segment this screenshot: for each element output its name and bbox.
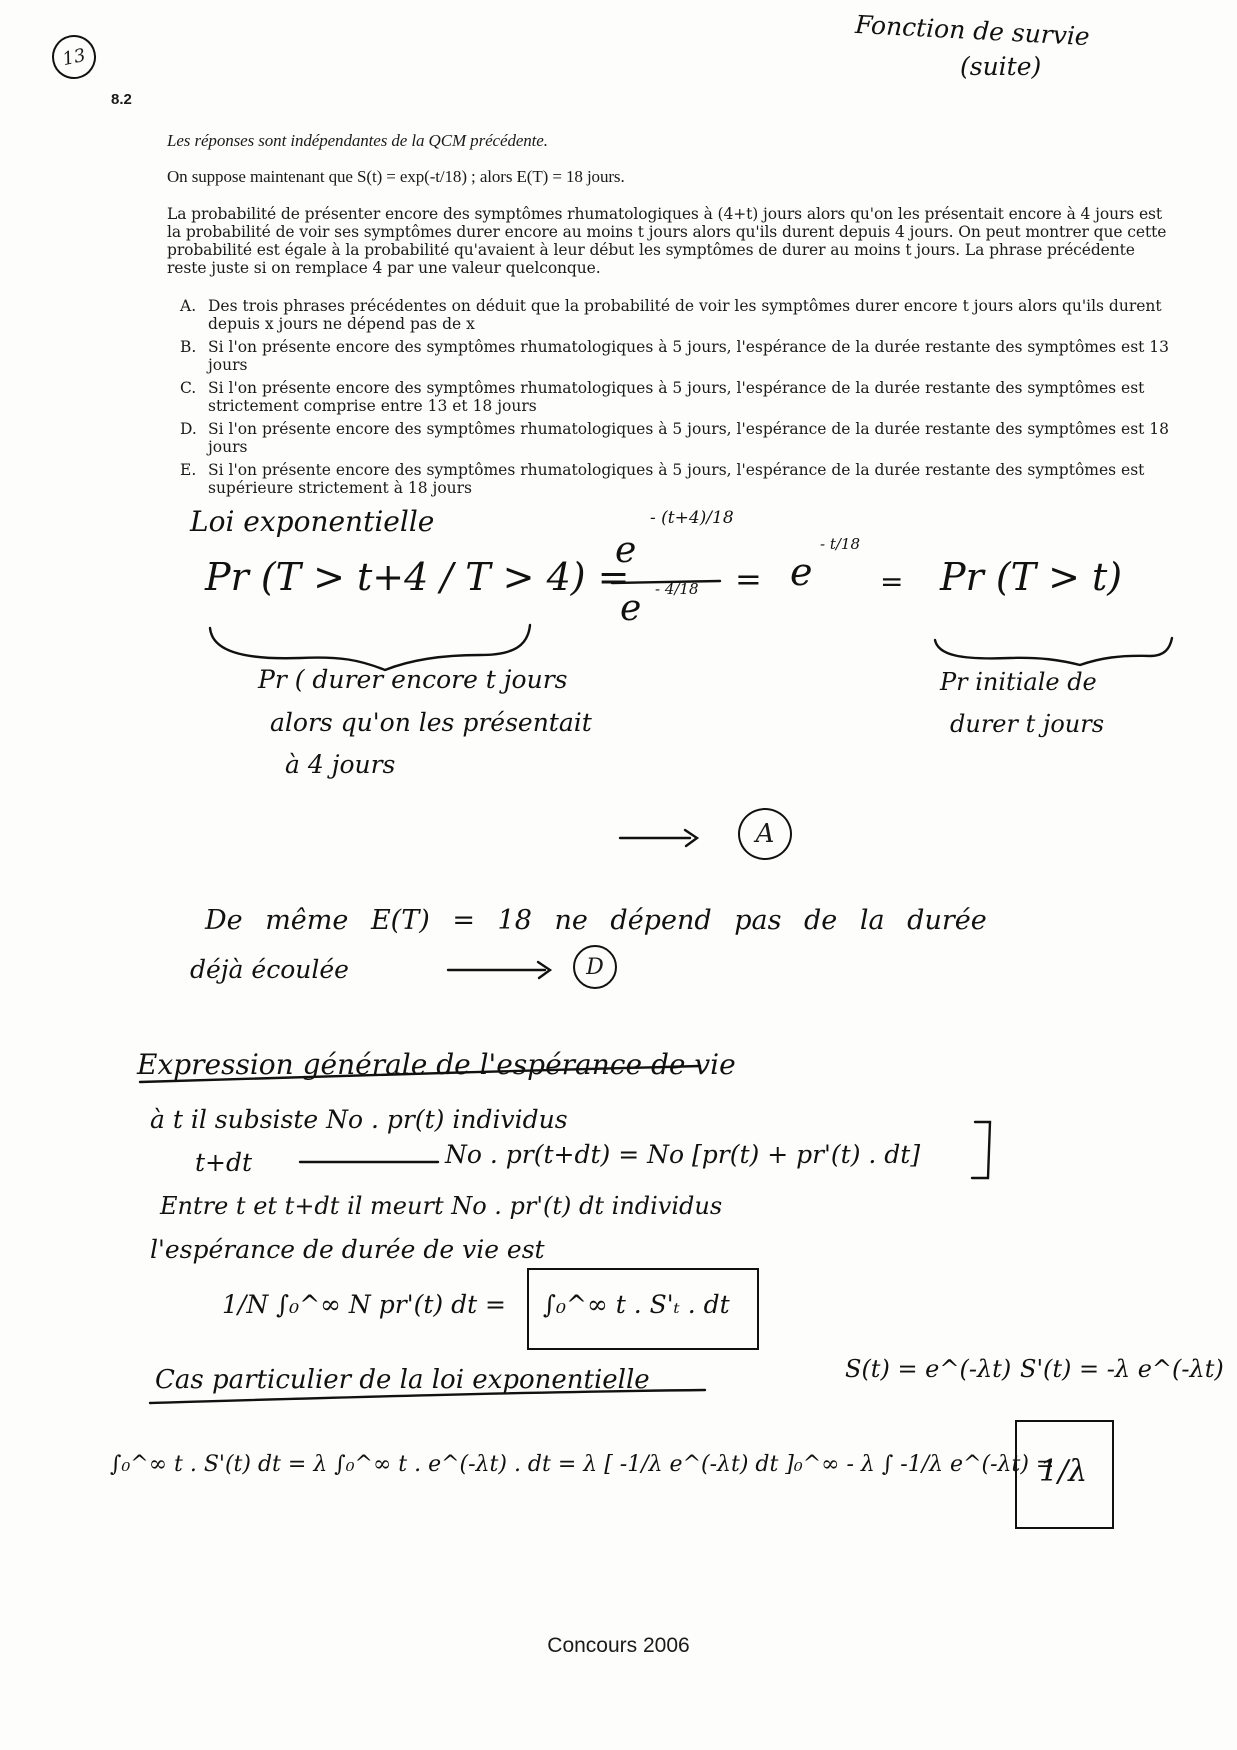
hw-cas-title: Cas particulier de la loi exponentielle bbox=[155, 1365, 650, 1395]
option-letter: C. bbox=[180, 379, 197, 397]
hw-eq-mid-exp: - t/18 bbox=[820, 535, 861, 553]
option-letter: B. bbox=[180, 338, 197, 356]
option-text: Des trois phrases précédentes on déduit que la probabilité de voir les symptômes durer encore t jours alors qu'ils durent depuis x jours ne dépend pas de x bbox=[208, 297, 1162, 333]
hw-expr-integral-lhs: 1/N ∫₀^∞ N pr'(t) dt = bbox=[222, 1290, 507, 1319]
intro-line: On suppose maintenant que S(t) = exp(-t/18) ; alors E(T) = 18 jours. bbox=[167, 167, 625, 186]
hw-expr-line3: Entre t et t+dt il meurt No . pr'(t) dt individus bbox=[160, 1192, 723, 1220]
hw-eq-rhs: Pr (T > t) bbox=[940, 555, 1123, 599]
cas-title-underline bbox=[150, 1390, 705, 1403]
option-text: Si l'on présente encore des symptômes rhumatologiques à 5 jours, l'espérance de la durée restante des symptômes est 13 jours bbox=[208, 338, 1170, 374]
hw-de-meme-1: De même E(T) = 18 ne dépend pas de la durée bbox=[205, 905, 987, 936]
hw-eq-den: e bbox=[620, 588, 642, 629]
hw-cas-sprime: S'(t) = -λ e^(-λt) bbox=[1020, 1355, 1224, 1383]
hw-brace-left-note-2: alors qu'on les présentait bbox=[270, 708, 592, 737]
expr-bracket bbox=[972, 1122, 990, 1178]
option-letter: E. bbox=[180, 461, 197, 479]
hw-brace-left-note-1: Pr ( durer encore t jours bbox=[258, 665, 568, 694]
hw-eq-equal2: = bbox=[880, 565, 904, 598]
section-number: 8.2 bbox=[111, 91, 132, 108]
hw-eq-num-exp: - (t+4)/18 bbox=[650, 508, 734, 528]
hw-eq-lhs: Pr (T > t+4 / T > 4) = bbox=[205, 555, 630, 599]
header-note-line2: (suite) bbox=[960, 52, 1042, 81]
option-text: Si l'on présente encore des symptômes rhumatologiques à 5 jours, l'espérance de la durée restante des symptômes est 18 jours bbox=[208, 420, 1170, 456]
hw-de-meme-2: déjà écoulée bbox=[190, 955, 349, 984]
option-text: Si l'on présente encore des symptômes rhumatologiques à 5 jours, l'espérance de la durée restante des symptômes est supérieure strictement à 18 jours bbox=[208, 461, 1145, 497]
expr-title-underline bbox=[140, 1066, 700, 1082]
left-brace bbox=[210, 625, 530, 670]
option-letter: A. bbox=[180, 297, 197, 315]
hw-expr-line1: à t il subsiste No . pr(t) individus bbox=[150, 1105, 568, 1134]
question-paragraph: La probabilité de présenter encore des symptômes rhumatologiques à (4+t) jours alors qu'on les présentait encore à 4 jours est la probabilité de voir ses symptômes durer encore au moins t jours alors qu'ils durent depuis 4 jours. On peut montrer que cette probabilité est égale à la probabilité qu'avaient à leur début les symptômes de durer au moins t jours. La phrase précédente reste juste si on remplace 4 par une valeur quelconque. bbox=[167, 205, 1167, 277]
hw-loi-title: Loi exponentielle bbox=[190, 505, 435, 538]
fraction-bar bbox=[612, 581, 720, 583]
hw-expr-integral-boxed: ∫₀^∞ t . S'ₜ . dt bbox=[543, 1290, 730, 1319]
page-number-text: 13 bbox=[60, 44, 88, 70]
hw-expr-title: Expression générale de l'espérance de vie bbox=[137, 1048, 736, 1081]
hw-eq-mid: e bbox=[790, 550, 813, 594]
intro-italic: Les réponses sont indépendantes de la QCM précédente. bbox=[167, 131, 548, 150]
header-note-line1: Fonction de survie bbox=[854, 9, 1091, 52]
hw-expr-line2b: No . pr(t+dt) = No [pr(t) + pr'(t) . dt] bbox=[445, 1140, 921, 1169]
hw-circled-d-text: D bbox=[586, 954, 604, 980]
hw-brace-right-note-1: Pr initiale de bbox=[940, 668, 1097, 696]
hw-cas-s: S(t) = e^(-λt) bbox=[845, 1355, 1012, 1383]
hw-brace-left-note-3: à 4 jours bbox=[285, 750, 396, 779]
hw-eq-equal1: = bbox=[735, 560, 762, 598]
footer: Concours 2006 bbox=[547, 1634, 690, 1657]
option-letter: D. bbox=[180, 420, 197, 438]
hw-expr-line4: l'espérance de durée de vie est bbox=[150, 1235, 545, 1264]
hw-cas-line: ∫₀^∞ t . S'(t) dt = λ ∫₀^∞ t . e^(-λt) . dt = λ [ -1/λ e^(-λt) dt ]₀^∞ - λ ∫ -1/λ e^(-λt) = bbox=[110, 1452, 1055, 1477]
hw-brace-right-note-2: durer t jours bbox=[950, 710, 1105, 738]
option-text: Si l'on présente encore des symptômes rhumatologiques à 5 jours, l'espérance de la durée restante des symptômes est strictement comprise entre 13 et 18 jours bbox=[208, 379, 1145, 415]
hw-expr-line2a: t+dt bbox=[195, 1148, 253, 1177]
hw-eq-num: e bbox=[615, 530, 637, 571]
hw-eq-den-exp: - 4/18 bbox=[655, 580, 699, 598]
hw-cas-result: 1/λ bbox=[1039, 1454, 1088, 1489]
right-brace bbox=[935, 638, 1172, 665]
hw-circled-a-text: A bbox=[755, 819, 775, 849]
